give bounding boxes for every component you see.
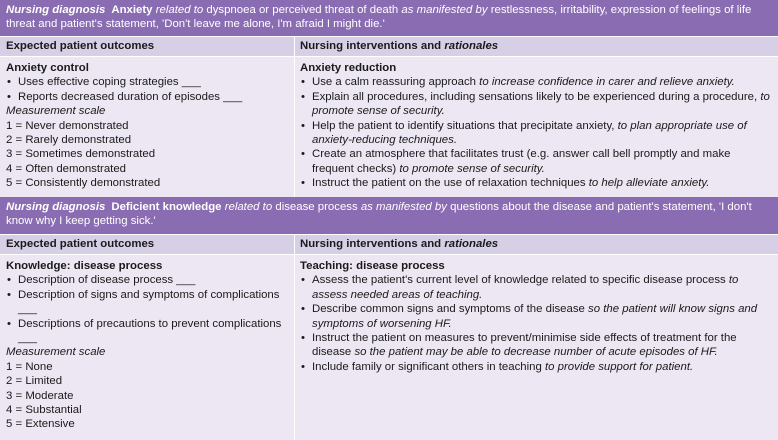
intervention-rationale: to increase confidence in carer and relieve anxiety.	[479, 76, 735, 89]
measurement-scale	[6, 119, 291, 191]
outcomes-list	[6, 75, 291, 104]
outcome-title: Knowledge: disease process	[6, 260, 163, 272]
diagnosis-banner-knowledge	[0, 197, 778, 234]
intervention-rationale: to plan appropriate use of anxiety-reducing techniques.	[312, 119, 747, 147]
scale-item: 5 = Consistently demonstrated	[6, 177, 161, 190]
list-item	[300, 302, 770, 331]
list-item	[300, 331, 770, 360]
interventions-cell	[300, 61, 770, 191]
intervention-text: Assess the patient's current level of knowledge related to specific disease process	[312, 274, 729, 287]
scale-title: Measurement scale	[6, 346, 106, 359]
outcomes-list	[6, 273, 291, 345]
scale-item: 1 = None	[6, 360, 53, 373]
interventions-header-italic: rationales	[444, 238, 499, 250]
column-divider	[294, 57, 295, 197]
table-body-row	[0, 56, 778, 197]
scale-item: 4 = Substantial	[6, 404, 82, 417]
intervention-title: Anxiety reduction	[300, 62, 397, 74]
diagnosis-label: Nursing diagnosis	[6, 4, 106, 16]
list-item	[300, 119, 770, 148]
list-item: • Uses effective coping strategies ___	[6, 75, 291, 89]
intervention-text: Create an atmosphere that facilitates trust (e.g. answer call bell promptly and make frequent checks)	[312, 148, 731, 175]
intervention-text: Describe common signs and symptoms of the disease	[312, 303, 589, 316]
interventions-cell	[300, 259, 770, 374]
intervention-rationale: to promote sense of security.	[312, 90, 770, 118]
interventions-header	[300, 37, 770, 56]
intervention-text: Use a calm reassuring approach	[312, 76, 480, 89]
intervention-text: Instruct the patient on the use of relaxation techniques	[312, 177, 589, 190]
column-divider	[294, 255, 295, 440]
table-header-row	[0, 234, 778, 254]
outcomes-header: Expected patient outcomes	[6, 40, 155, 52]
list-item	[300, 360, 770, 374]
intervention-rationale: to help alleviate anxiety.	[588, 177, 710, 190]
intervention-rationale: so the patient may be able to decrease number of acute episodes of HF.	[354, 346, 718, 359]
outcomes-cell	[6, 61, 291, 191]
diagnosis-manifested-by: as manifested by	[401, 4, 488, 16]
intervention-rationale: to provide support for patient.	[545, 360, 694, 373]
intervention-rationale: so the patient will know signs and symptoms of worsening HF.	[312, 303, 758, 330]
diagnosis-related-to: related to	[155, 4, 204, 16]
diagnosis-key: Deficient knowledge	[111, 201, 222, 213]
intervention-rationale: to assess needed areas of teaching.	[312, 274, 739, 301]
list-item	[300, 75, 770, 89]
intervention-title: Teaching: disease process	[300, 260, 445, 272]
scale-item: 2 = Rarely demonstrated	[6, 134, 132, 147]
diagnosis-related-to: related to	[224, 201, 273, 213]
scale-item: 4 = Often demonstrated	[6, 162, 126, 175]
intervention-text: Include family or significant others in teaching	[312, 360, 545, 373]
diagnosis-evidence: restlessness, irritability, expression of feelings of life threat and patient's statement, 'Don't leave me alone, I'm afraid I might die.'	[6, 4, 752, 31]
scale-title: Measurement scale	[6, 105, 106, 118]
measurement-scale	[6, 360, 291, 432]
interventions-header-text: Nursing interventions and	[300, 238, 442, 250]
interventions-header-italic: rationales	[444, 40, 499, 52]
list-item: • Reports decreased duration of episodes ___	[6, 90, 291, 104]
list-item	[300, 90, 770, 119]
column-divider	[294, 235, 295, 255]
outcomes-header: Expected patient outcomes	[6, 238, 155, 250]
intervention-text: Explain all procedures, including sensations likely to be experienced during a procedure,	[312, 90, 761, 103]
list-item	[300, 176, 770, 190]
diagnosis-evidence: questions about the disease and patient's statement, 'I don't know why I keep getting sick.'	[6, 201, 752, 228]
scale-item: 3 = Sometimes demonstrated	[6, 148, 156, 161]
intervention-rationale: to promote sense of security.	[399, 162, 545, 175]
interventions-header-text: Nursing interventions and	[300, 40, 442, 52]
diagnosis-banner-anxiety	[0, 0, 778, 36]
outcomes-cell	[6, 259, 291, 432]
outcome-title: Anxiety control	[6, 62, 89, 74]
interventions-header	[300, 235, 770, 254]
diagnosis-label: Nursing diagnosis	[6, 201, 106, 213]
scale-item: 2 = Limited	[6, 375, 63, 388]
diagnosis-key: Anxiety	[111, 4, 153, 16]
interventions-list	[300, 273, 770, 374]
scale-item: 5 = Extensive	[6, 418, 75, 431]
interventions-list	[300, 75, 770, 190]
scale-item: 1 = Never demonstrated	[6, 119, 129, 132]
list-item: • Description of disease process ___	[6, 273, 291, 287]
diagnosis-cause: dyspnoea or perceived threat of death	[206, 4, 399, 16]
list-item	[300, 147, 770, 176]
list-item: • Descriptions of precautions to prevent complications ___	[6, 317, 291, 346]
scale-item: 3 = Moderate	[6, 389, 74, 402]
table-header-row	[0, 36, 778, 56]
list-item: • Description of signs and symptoms of complications ___	[6, 288, 291, 317]
table-body-row	[0, 254, 778, 440]
diagnosis-manifested-by: as manifested by	[360, 201, 447, 213]
list-item	[300, 273, 770, 302]
column-divider	[294, 37, 295, 57]
intervention-text: Help the patient to identify situations that precipitate anxiety,	[312, 119, 618, 132]
diagnosis-cause: disease process	[275, 201, 358, 213]
intervention-text: Instruct the patient on measures to prevent/minimise side effects of treatment for the disease	[312, 332, 737, 359]
